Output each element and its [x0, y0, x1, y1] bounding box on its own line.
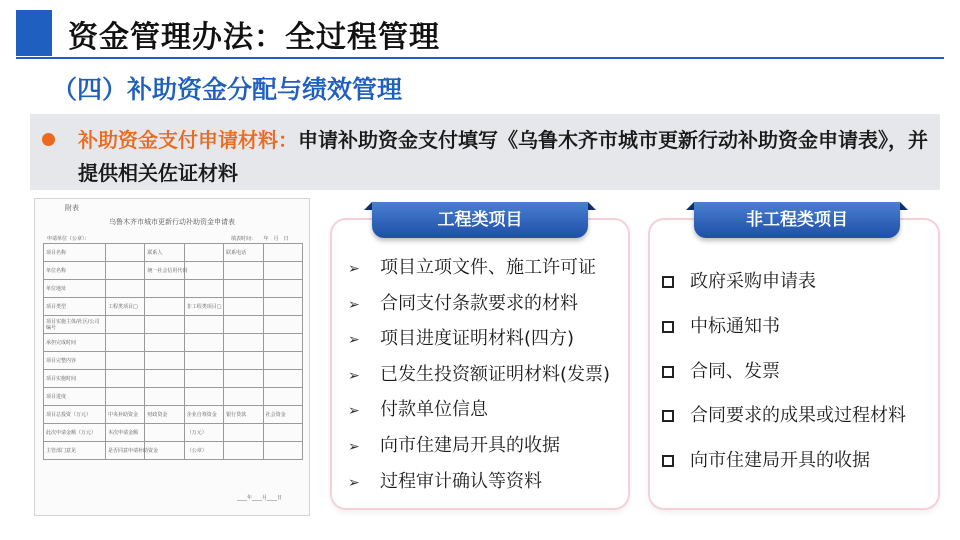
list-item-text: 项目立项文件、施工许可证: [380, 257, 596, 278]
form-cell: [145, 370, 184, 388]
form-row-label: 项目类型: [44, 298, 106, 316]
list-item: [662, 270, 906, 315]
form-cell: [224, 370, 263, 388]
form-cell: [145, 316, 184, 334]
square-bullet-icon: [662, 276, 674, 288]
form-row: [44, 442, 303, 460]
form-cell: [224, 262, 263, 280]
form-row-label: 项目进度: [44, 388, 106, 406]
section-subtitle: （四）补助资金分配与绩效管理: [52, 75, 403, 104]
list-item-text: 中标通知书: [690, 315, 780, 337]
bullet-dot-icon: [42, 133, 55, 146]
form-cell: 本次申请金额: [106, 424, 145, 442]
list-item-text: 向市住建局开具的收据: [690, 450, 870, 472]
form-row: [44, 262, 303, 280]
non-engineering-heading: 非工程类项目: [694, 202, 900, 238]
ribbon-fold: [900, 202, 908, 210]
form-cell: （万元）: [184, 424, 223, 442]
square-bullet-icon: [662, 321, 674, 333]
material-banner: [30, 114, 940, 190]
form-sign-date: ____年____月____日: [237, 495, 283, 501]
form-cell: [263, 352, 302, 370]
form-cell: [263, 244, 302, 262]
form-cell: [263, 388, 302, 406]
arrow-bullet-icon: ➢: [348, 332, 360, 349]
form-row: [44, 406, 303, 424]
form-row-label: 主管部门意见: [44, 442, 106, 460]
form-cell: [224, 334, 263, 352]
form-cell: 银行贷款: [224, 406, 263, 424]
form-row-label: 单位地址: [44, 280, 106, 298]
form-cell: [263, 442, 302, 460]
form-cell: [224, 316, 263, 334]
form-cell: [184, 352, 223, 370]
form-row-label: 项目名称: [44, 244, 106, 262]
form-cell: [184, 244, 223, 262]
form-cell: [224, 352, 263, 370]
list-item: [348, 470, 610, 506]
arrow-bullet-icon: ➢: [348, 367, 360, 384]
arrow-bullet-icon: ➢: [348, 438, 360, 455]
list-item-text: 已发生投资额证明材料(发票): [380, 363, 611, 385]
form-cell: [224, 424, 263, 442]
banner-text: [78, 124, 934, 190]
form-unit: 申请单位（公章）：: [47, 236, 90, 242]
form-cell: [106, 352, 145, 370]
form-cell: [145, 334, 184, 352]
engineering-heading: 工程类项目: [372, 202, 588, 238]
non-engineering-list: [662, 270, 906, 494]
arrow-bullet-icon: ➢: [348, 261, 360, 277]
ribbon-fold: [588, 202, 596, 210]
arrow-bullet-icon: ➢: [348, 296, 360, 313]
list-item-text: 项目进度证明材料(四方): [380, 328, 575, 350]
application-form-image: [34, 198, 310, 516]
form-cell: [184, 370, 223, 388]
form-date: 填表时间： 年 月 日: [231, 236, 289, 242]
form-cell: 工程类项目□: [106, 298, 145, 316]
form-cell: [224, 442, 263, 460]
list-item: [348, 434, 610, 470]
form-cell: [145, 298, 184, 316]
form-row: [44, 352, 303, 370]
form-cell: [106, 316, 145, 334]
list-item-text: 合同要求的成果或过程材料: [690, 405, 906, 427]
form-cell: [224, 298, 263, 316]
form-row-label: 项目实施时间: [44, 370, 106, 388]
list-item-text: 付款单位信息: [380, 399, 488, 421]
form-cell: [106, 262, 145, 280]
form-cell: 中央补助资金: [106, 406, 145, 424]
form-cell: 社会资金: [263, 406, 302, 424]
form-cell: [184, 316, 223, 334]
form-cell: 是否同意申请补助资金: [106, 442, 145, 460]
form-cell: [145, 388, 184, 406]
title-divider: [16, 57, 944, 59]
list-item-text: 合同支付条款要求的材料: [380, 292, 578, 314]
form-cell: 联系电话: [224, 244, 263, 262]
banner-body: 申请补助资金支付填写《乌鲁木齐市城市更新行动补助资金申请表》，并提供相关佐证材料: [78, 128, 928, 185]
form-cell: [106, 388, 145, 406]
form-row-label: 单位名称: [44, 262, 106, 280]
form-row-label: 项目实施主体/社区/公司编号: [44, 316, 106, 334]
form-cell: 联系人: [145, 244, 184, 262]
form-row: [44, 370, 303, 388]
list-item: [662, 360, 906, 405]
form-cell: [263, 370, 302, 388]
engineering-list: [348, 256, 610, 505]
form-attach-label: 附表: [65, 204, 79, 212]
ribbon-fold: [686, 202, 694, 210]
list-item-text: 向市住建局开具的收据: [380, 434, 560, 456]
list-item: [348, 363, 610, 399]
form-row-label: 项目总投资（万元）: [44, 406, 106, 424]
form-row-label: 此次申请金额（万元）: [44, 424, 106, 442]
form-cell: 企业自筹资金: [184, 406, 223, 424]
form-row: [44, 388, 303, 406]
form-cell: [184, 280, 223, 298]
form-row: [44, 316, 303, 334]
form-cell: [263, 334, 302, 352]
page-title: 资金管理办法：全过程管理: [68, 20, 440, 55]
list-item: [662, 449, 906, 494]
form-cell: [106, 334, 145, 352]
form-title: 乌鲁木齐市城市更新行动补助资金申请表: [109, 218, 235, 226]
form-row: [44, 334, 303, 352]
list-item: [348, 398, 610, 434]
form-cell: [106, 370, 145, 388]
list-item: [348, 256, 610, 292]
form-cell: 统一社会信用代码: [145, 262, 184, 280]
arrow-bullet-icon: ➢: [348, 403, 360, 420]
list-item-text: 政府采购申请表: [690, 271, 816, 292]
list-item: [348, 292, 610, 328]
title-accent-block: [16, 10, 52, 56]
form-row: [44, 424, 303, 442]
square-bullet-icon: [662, 455, 674, 467]
list-item: [662, 315, 906, 360]
form-cell: [224, 388, 263, 406]
form-cell: [184, 262, 223, 280]
form-cell: [145, 424, 184, 442]
form-row-label: 项目完整内容: [44, 352, 106, 370]
list-item-text: 合同、发票: [690, 360, 780, 382]
form-row-label: 承担完成时间: [44, 334, 106, 352]
form-cell: [224, 280, 263, 298]
form-cell: 非工程类项目□: [184, 298, 223, 316]
form-cell: [263, 262, 302, 280]
form-cell: [145, 352, 184, 370]
form-cell: 财政资金: [145, 406, 184, 424]
form-row: [44, 298, 303, 316]
form-row: [44, 244, 303, 262]
form-cell: [263, 316, 302, 334]
form-cell: [263, 424, 302, 442]
form-cell: [263, 280, 302, 298]
square-bullet-icon: [662, 410, 674, 422]
list-item-text: 过程审计确认等资料: [380, 470, 542, 492]
form-cell: [184, 334, 223, 352]
form-cell: [184, 388, 223, 406]
form-cell: [106, 280, 145, 298]
form-cell: （公章）: [184, 442, 223, 460]
arrow-bullet-icon: ➢: [348, 474, 360, 491]
ribbon-fold: [364, 202, 372, 210]
square-bullet-icon: [662, 366, 674, 378]
form-table: [43, 243, 303, 460]
banner-lead: 补助资金支付申请材料：: [78, 128, 298, 152]
form-cell: [145, 280, 184, 298]
form-row: [44, 280, 303, 298]
form-cell: [106, 244, 145, 262]
form-cell: [263, 298, 302, 316]
list-item: [662, 404, 906, 449]
list-item: [348, 327, 610, 363]
